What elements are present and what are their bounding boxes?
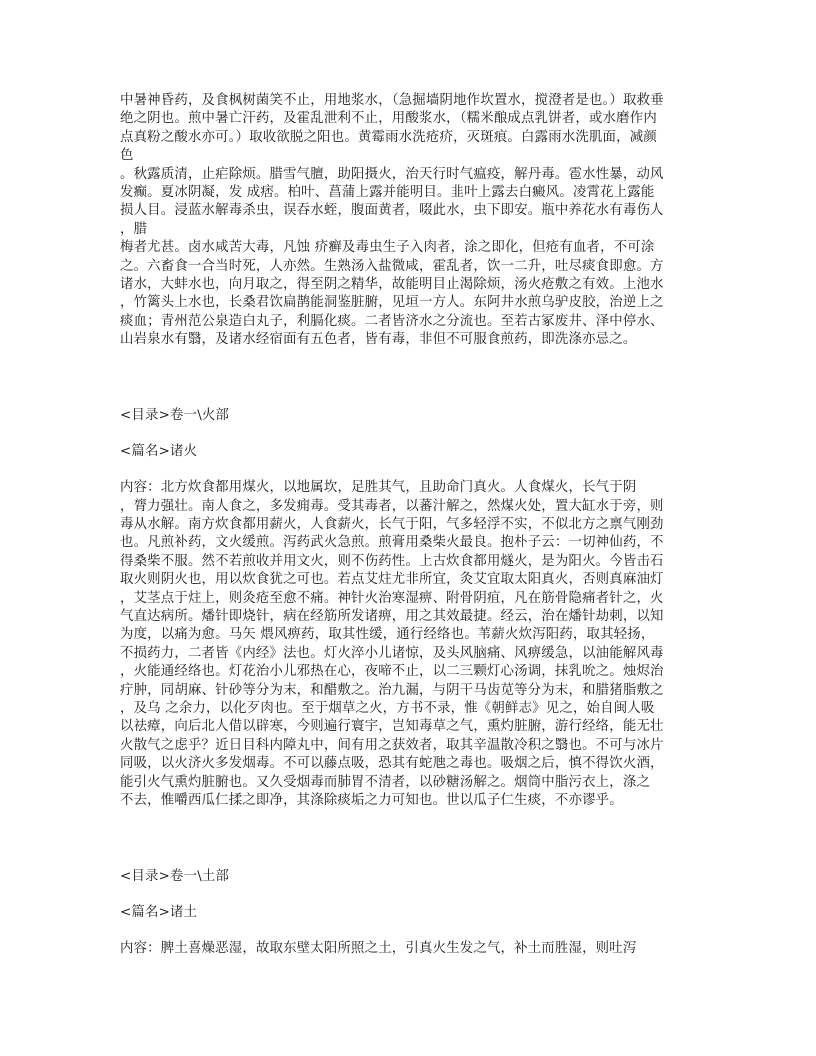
- text-line: 点真粉之酸水亦可。）取收欲脱之阳也。黄霉雨水洗疮疥，灭斑痕。白露雨水洗肌面，减颜: [120, 129, 657, 145]
- text-line: 疔肿，同胡麻、针砂等分为末，和醋敷之。治九漏，与阴干马齿苋等分为末，和腊猪脂敷之: [120, 682, 664, 698]
- text-line: 中暑神昏药，及食枫树菌笑不止，用地浆水，（急掘墙阴地作坎置水，搅澄者是也。）取救垂: [120, 93, 664, 108]
- text-line: 山岩泉水有翳，及诸水经宿面有五色者，皆有毒，非但不可服食煎药，即洗涤亦忌之。: [120, 332, 637, 348]
- text-line: 得桑柴不服。然不若煎收并用文火，则不伤药性。上古炊食都用燧火，是为阳火。今皆击石: [120, 553, 664, 569]
- text-line: 损人目。浸蓝水解毒杀虫，误吞水蛭，腹面黄者，啜此水，虫下即安。瓶中养花水有毒伤人: [120, 203, 664, 219]
- text-line: ，腊: [120, 221, 148, 237]
- text-line: ，火能通经络也。灯花治小儿邪热在心，夜啼不止，以二三颗灯心汤调，抹乳吮之。烛烬治: [120, 664, 664, 680]
- text-line: ，膂力强壮。南人食之，多发痈毒。受其毒者，以蕃汁解之，然煤火处，置大缸水于旁，则: [120, 498, 664, 514]
- text-line: 痰血；青州范公泉造白丸子，利膈化痰。二者皆济水之分流也。至若古冢废井、泽中停水、: [120, 313, 664, 329]
- text-line: 为度，以痛为愈。马矢 煨风痹药，取其性缓，通行经络也。苇薪火炊泻阳药，取其轻扬，: [120, 627, 655, 643]
- catalog-heading: <目录>卷一\土部: [120, 869, 230, 885]
- text-line: 毒从水解。南方炊食都用薪火，人食薪火，长气于阳，气多轻浮不实，不似北方之禀气刚劲: [120, 517, 664, 533]
- text-line: 同吸，以火济火多发烟毒。不可以藤点吸，恐其有蛇虺之毒也。吸烟之后，慎不得饮火酒，: [120, 756, 664, 772]
- text-line: 也。凡煎补药，文火缓煎。泻药武火急煎。煎膏用桑柴火最良。抱朴子云：一切神仙药，不: [120, 535, 664, 551]
- text-line: ，及乌 之余力，以化歹肉也。至于烟草之火，方书不录，惟《朝鲜志》见之，始自闽人吸: [120, 700, 655, 716]
- text-line: 色: [120, 148, 134, 164]
- catalog-heading: <目录>卷一\火部: [120, 408, 230, 424]
- text-line: 诸水，大蚌水也，向月取之，得至阴之精华，故能明目止渴除烦，汤火疮敷之有效。上池水: [120, 276, 664, 292]
- section-fire: [120, 407, 665, 810]
- text-line: ，竹篱头上水也，长桑君饮扁鹊能洞鉴脏腑，见垣一方人。东阿井水煎乌驴皮胶，治逆上之: [120, 295, 664, 311]
- text-line: 不去，惟嚼西瓜仁揉之即净，其涤除痰垢之力可知也。世以瓜子仁生痰，不亦谬乎。: [120, 792, 623, 808]
- section-water-continued: [120, 92, 665, 349]
- text-line: 以祛瘴，向后北人借以辟寒，今则遍行寰宇，岂知毒草之气，熏灼脏腑，游行经络，能无壮: [120, 719, 664, 735]
- text-line: 之。六畜食一合当时死，人亦然。生熟汤入盐微咸，霍乱者，饮一二升，吐尽痰食即愈。方: [120, 258, 664, 274]
- text-line: 内容：脾土喜燥恶湿，故取东壁太阳所照之土，引真火生发之气，补土而胜湿，则吐泻: [120, 941, 637, 957]
- text-line: 取火则阴火也，用以炊食犹之可也。若点艾炷尤非所宜，灸艾宜取太阳真火，否则真麻油灯: [120, 572, 664, 588]
- text-line: 气直达病所。燔针即烧针，病在经筋所发诸痹，用之其效最捷。经云，治在燔针劫刺，以知: [120, 608, 664, 624]
- document-page: [120, 92, 665, 958]
- text-line: 发癫。夏冰阴凝，发 成痞。柏叶、菖蒲上露并能明目。韭叶上露去白癜风。凌霄花上露能: [120, 184, 655, 200]
- text-line: ，艾茎点于炷上，则灸疮至愈不痛。神针火治寒湿痹、附骨阴疽，凡在筋骨隐痛者针之，火: [120, 590, 664, 606]
- text-line: 内容：北方炊食都用煤火，以地属坎，足胜其气，且助命门真火。人食煤火，长气于阴: [120, 480, 637, 496]
- section-earth: [120, 868, 665, 958]
- text-line: 绝之阴也。煎中暑亡汗药，及霍乱泄利不止，用酸浆水，（糯米酿成点乳饼者，或水磨作内: [120, 111, 657, 127]
- text-line: 。秋露质清，止疟除烦。腊雪气膻，助阳摄火，治天行时气瘟疫，解丹毒。雹水性暴，动风: [120, 166, 664, 182]
- text-line: 不损药力，二者皆《内经》法也。灯火淬小儿诸惊，及头风脑痛、风痹缓急，以油能解风毒: [120, 645, 664, 661]
- chapter-title: <篇名>诸土: [120, 904, 198, 920]
- chapter-title: <篇名>诸火: [120, 443, 198, 459]
- text-line: 能引火气熏灼脏腑也。又久受烟毒而肺胃不清者，以砂糖汤解之。烟筒中脂污衣上，涤之: [120, 774, 651, 790]
- text-line: 火散气之虑乎？近日目科内障丸中，间有用之获效者，取其辛温散冷积之翳也。不可与冰片: [120, 737, 664, 753]
- text-line: 梅者尤甚。卤水咸苦大毒，凡蚀 疥癣及毒虫生子入肉者，涂之即化，但疮有血者，不可涂: [120, 240, 655, 256]
